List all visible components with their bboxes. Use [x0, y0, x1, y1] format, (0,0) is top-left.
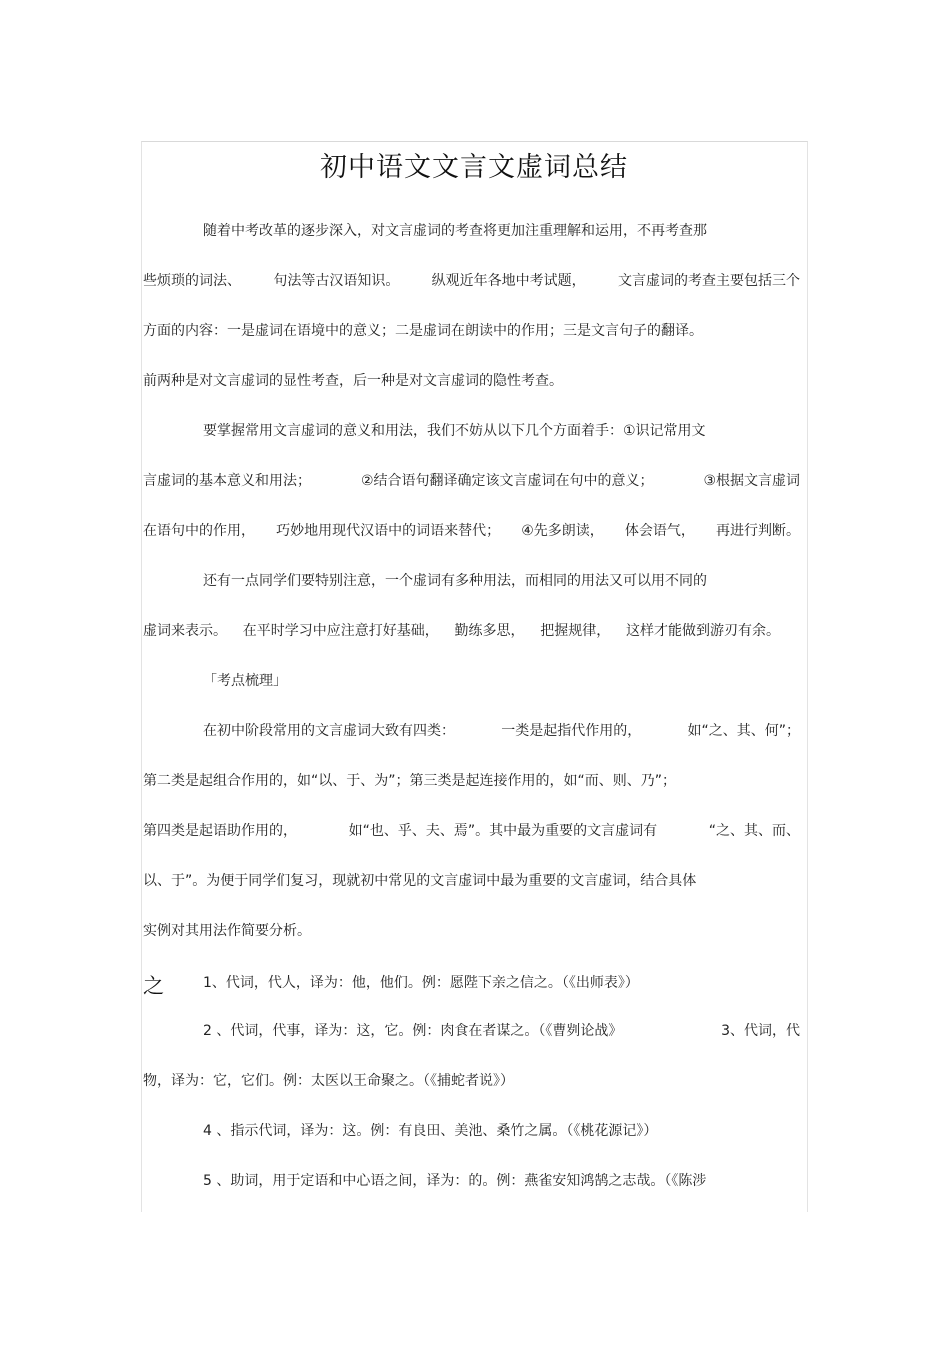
usage-item: 物，译为：它，它们。例：太医以王命聚之。（《捕蛇者说》）: [143, 1073, 514, 1089]
headword-zhi: 之: [143, 974, 164, 998]
text-segment: 体会语气，: [624, 523, 695, 539]
text-segment: 文言虚词的考查主要包括三个: [617, 273, 800, 289]
text-segment: 把握规律，: [540, 623, 611, 639]
text-segment: 巧妙地用现代汉语中的词语来替代；: [276, 523, 501, 539]
text-segment: ②结合语句翻译确定该文言虚词在句中的意义；: [360, 473, 654, 489]
paragraph-line: 要掌握常用文言虚词的意义和用法，我们不妨从以下几个方面着手：①识记常用文: [203, 423, 706, 439]
text-segment: 纵观近年各地中考试题，: [431, 273, 586, 289]
paragraph-line: 以、于”。为便于同学们复习，现就初中常见的文言虚词中最为重要的文言虚词，结合具体: [143, 873, 697, 889]
paragraph-line: 第二类是起组合作用的，如“以、于、为”；第三类是起连接作用的，如“而、则、乃”；: [143, 773, 677, 789]
text-segment: 言虚词的基本意义和用法；: [143, 473, 311, 489]
text-segment: 如“之、其、何”；: [687, 723, 800, 739]
text-segment: 在平时学习中应注意打好基础，: [242, 623, 439, 639]
text-segment: 虚词来表示。: [143, 623, 227, 639]
usage-item: 1、代词，代人，译为：他，他们。例：愿陛下亲之信之。（《出师表》）: [203, 975, 639, 991]
usage-item: [203, 1021, 800, 1041]
paragraph-line: 还有一点同学们要特别注意，一个虚词有多种用法，而相同的用法又可以用不同的: [203, 573, 707, 589]
usage-item: 5 、助词，用于定语和中心语之间，译为：的。例：燕雀安知鸿鹄之志哉。（《陈涉: [203, 1173, 707, 1189]
paragraph-line: 随着中考改革的逐步深入，对文言虚词的考查将更加注重理解和运用，不再考查那: [203, 223, 707, 239]
text-segment: 些烦琐的词法、: [143, 273, 241, 289]
paragraph-line: 方面的内容：一是虚词在语境中的意义；二是虚词在朗读中的作用；三是文言句子的翻译。: [143, 323, 703, 339]
text-segment: 在初中阶段常用的文言虚词大致有四类：: [203, 723, 455, 739]
paragraph-line: [143, 621, 780, 641]
usage-item: 4 、指示代词，译为：这。例：有良田、美池、桑竹之属。（《桃花源记》）: [203, 1123, 658, 1139]
paragraph-line: [143, 821, 800, 841]
text-segment: 在语句中的作用，: [143, 523, 255, 539]
text-segment: 2 、代词，代事，译为：这，它。例：肉食在者谋之。（《曹刿论战》: [203, 1023, 623, 1039]
paragraph-line: 前两种是对文言虚词的显性考查，后一种是对文言虚词的隐性考查。: [143, 373, 563, 389]
text-segment: 一类是起指代作用的，: [501, 723, 642, 739]
text-segment: 勤练多思，: [454, 623, 525, 639]
text-segment: “之、其、而、: [708, 823, 800, 839]
paragraph-line: [143, 471, 800, 491]
text-segment: 如“也、乎、夫、焉”。其中最为重要的文言虚词有: [348, 823, 658, 839]
paragraph-line: [143, 271, 800, 291]
paragraph-line: [143, 521, 800, 541]
text-segment: ④先多朗读，: [521, 523, 604, 539]
document-title: 初中语文文言文虚词总结: [320, 152, 628, 183]
paragraph-line: 实例对其用法作简要分析。: [143, 923, 311, 939]
text-segment: 这样才能做到游刃有余。: [626, 623, 780, 639]
text-segment: 再进行判断。: [716, 523, 800, 539]
text-segment: ③根据文言虚词: [703, 473, 800, 489]
text-segment: 第四类是起语助作用的，: [143, 823, 297, 839]
text-segment: 3、代词，代: [721, 1023, 800, 1039]
section-heading: 「考点梳理」: [203, 673, 287, 689]
text-segment: 句法等古汉语知识。: [273, 273, 400, 289]
paragraph-line: [203, 721, 800, 741]
